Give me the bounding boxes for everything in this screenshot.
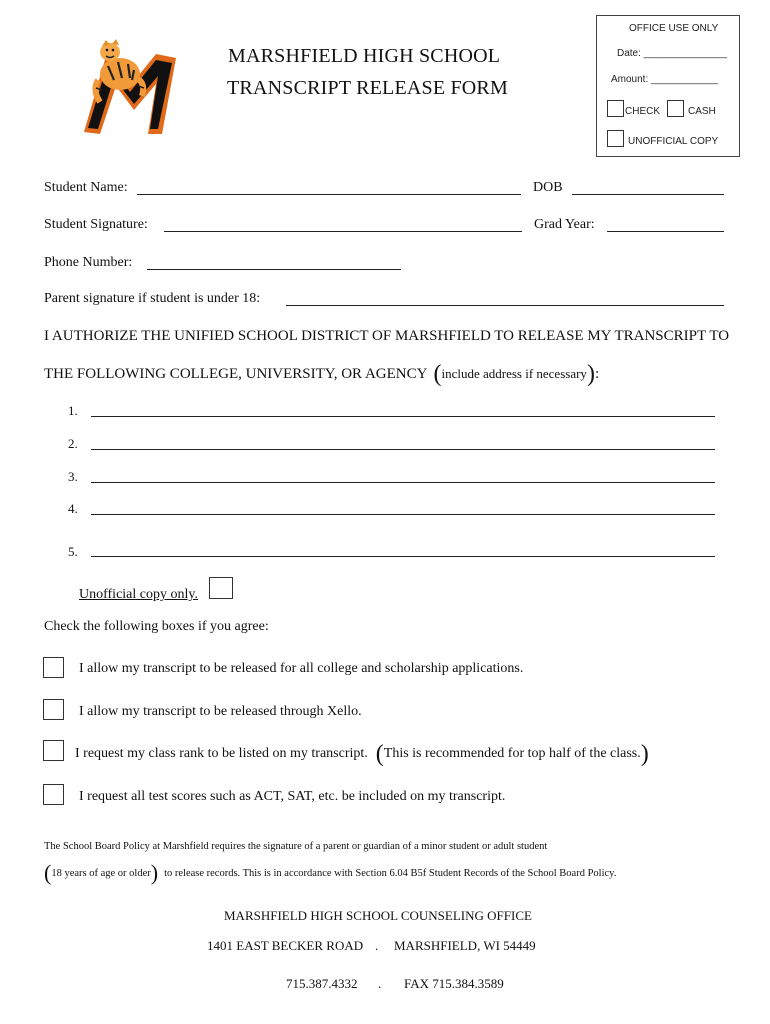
class-rank-note: This is recommended for top half of the class.: [383, 746, 641, 761]
office-fax: FAX 715.384.3589: [404, 976, 504, 991]
authorization-line-2: [44, 362, 599, 386]
recipient-line-5[interactable]: [91, 556, 715, 557]
unofficial-copy-label: Unofficial copy only.: [79, 587, 198, 602]
unofficial-copy-office-label: UNOFFICIAL COPY: [628, 136, 719, 147]
cash-checkbox[interactable]: [667, 100, 684, 117]
recipient-line-1[interactable]: [91, 416, 715, 417]
office-use-box: [596, 15, 740, 157]
counseling-office-name: MARSHFIELD HIGH SCHOOL COUNSELING OFFICE: [224, 908, 532, 923]
form-title: TRANSCRIPT RELEASE FORM: [227, 77, 508, 99]
policy-line-2: [44, 862, 616, 884]
tiger-m-logo-icon: [78, 36, 178, 138]
student-signature-label: Student Signature:: [44, 217, 148, 232]
authorization-paren-close: ): [586, 361, 595, 387]
dob-label: DOB: [533, 180, 563, 195]
unofficial-copy-checkbox[interactable]: [607, 130, 624, 147]
policy-line-2-text: to release records. This is in accordance with Section 6.04 B5f Student Records of the School Board Policy.: [164, 867, 617, 879]
authorization-line-2-text: THE FOLLOWING COLLEGE, UNIVERSITY, OR AGENCY: [44, 365, 428, 382]
release-xello-checkbox[interactable]: [43, 699, 64, 720]
office-phone: 715.387.4332: [286, 976, 358, 991]
policy-paren-close: ): [150, 860, 159, 885]
release-xello-label: I allow my transcript to be released through Xello.: [79, 704, 362, 719]
office-amount-field[interactable]: Amount: ____________: [611, 74, 718, 85]
address-separator: .: [375, 938, 379, 953]
student-name-label: Student Name:: [44, 180, 128, 195]
check-label: CHECK: [625, 106, 661, 117]
release-all-applications-label: I allow my transcript to be released for all college and scholarship applications.: [79, 661, 524, 676]
school-title: MARSHFIELD HIGH SCHOOL: [228, 45, 501, 67]
parent-signature-line[interactable]: [286, 305, 724, 306]
grad-year-line[interactable]: [607, 231, 724, 232]
recipient-number-5: 5.: [68, 544, 78, 559]
class-rank-checkbox[interactable]: [43, 740, 64, 761]
policy-paren-open: (: [44, 860, 52, 885]
recipient-number-4: 4.: [68, 501, 78, 516]
class-rank-label: I request my class rank to be listed on my transcript.: [75, 746, 368, 761]
office-street: 1401 EAST BECKER ROAD: [207, 938, 364, 953]
authorization-colon: :: [594, 365, 600, 382]
contact-separator: .: [378, 976, 382, 991]
recipient-number-2: 2.: [68, 436, 78, 451]
policy-line-1: The School Board Policy at Marshfield requires the signature of a parent or guardian of a minor student or adult student: [44, 841, 548, 852]
class-rank-row: [75, 742, 649, 766]
unofficial-copy-only-checkbox[interactable]: [209, 577, 233, 599]
dob-line[interactable]: [572, 194, 724, 195]
test-scores-label: I request all test scores such as ACT, SAT, etc. be included on my transcript.: [79, 789, 506, 804]
phone-number-line[interactable]: [147, 269, 401, 270]
office-use-heading: OFFICE USE ONLY: [629, 23, 719, 34]
test-scores-checkbox[interactable]: [43, 784, 64, 805]
authorization-line-1: I AUTHORIZE THE UNIFIED SCHOOL DISTRICT OF MARSHFIELD TO RELEASE MY TRANSCRIPT TO: [44, 328, 730, 344]
release-all-applications-checkbox[interactable]: [43, 657, 64, 678]
recipient-number-1: 1.: [68, 403, 78, 418]
class-rank-paren-open: (: [375, 741, 384, 767]
cash-label: CASH: [688, 106, 716, 117]
class-rank-paren-close: ): [640, 741, 649, 767]
recipient-line-2[interactable]: [91, 449, 715, 450]
recipient-line-3[interactable]: [91, 482, 715, 483]
office-city: MARSHFIELD, WI 54449: [394, 938, 536, 953]
authorization-paren-open: (: [433, 361, 442, 387]
student-name-line[interactable]: [137, 194, 521, 195]
parent-signature-label: Parent signature if student is under 18:: [44, 291, 261, 306]
school-logo: [78, 36, 178, 138]
policy-age-note: 18 years of age or older: [51, 867, 151, 879]
authorization-note: include address if necessary: [441, 366, 587, 381]
check-checkbox[interactable]: [607, 100, 624, 117]
recipient-number-3: 3.: [68, 469, 78, 484]
phone-number-label: Phone Number:: [44, 255, 133, 270]
grad-year-label: Grad Year:: [534, 217, 595, 232]
office-date-field[interactable]: Date: _______________: [617, 48, 728, 59]
recipient-line-4[interactable]: [91, 514, 715, 515]
agree-heading: Check the following boxes if you agree:: [44, 619, 269, 634]
student-signature-line[interactable]: [164, 231, 522, 232]
